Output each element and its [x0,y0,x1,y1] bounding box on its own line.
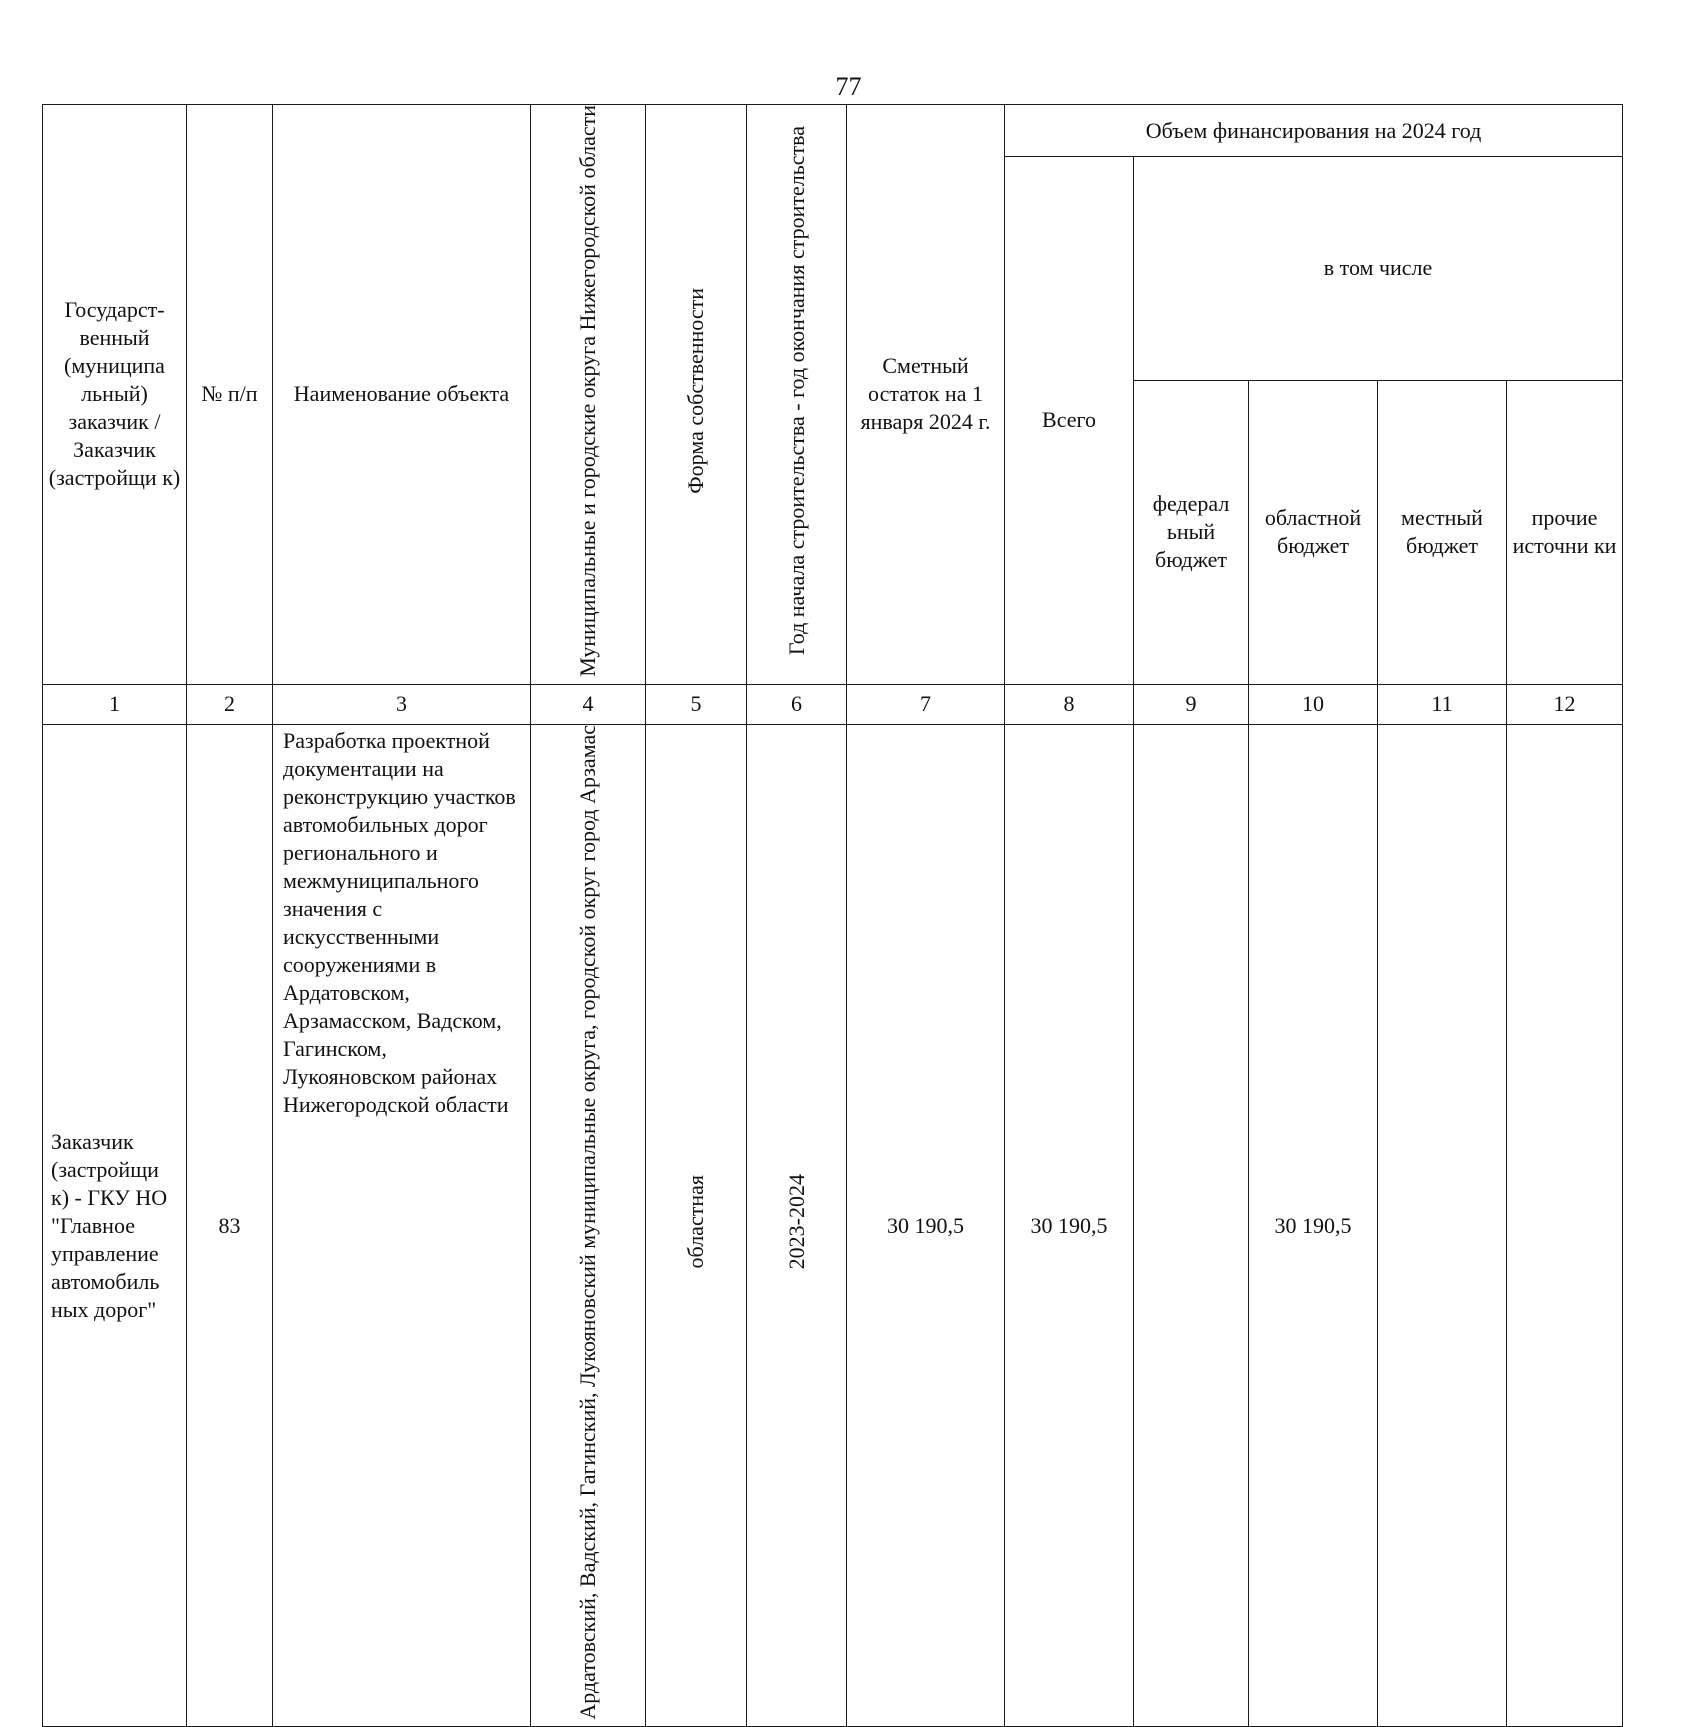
header-ownership-cell [646,105,747,685]
header-including: в том числе [1134,157,1623,381]
row-object-name: Разработка проектной документации на реконструкцию участков автомобильных дорог регионального и межмуниципального значения с искусственными сооружениями в Ардатовском, Арзамасском, Вадском, Гагинском, Лукояновском районах Нижегородской области [273,724,531,1727]
column-number: 2 [187,684,273,724]
header-row-1 [43,105,1623,157]
row-ownership: областная [683,1175,708,1269]
row-ownership-cell [646,724,747,1727]
header-districts-cell [531,105,646,685]
header-districts: Муниципальные и городские округа Нижегородской области [575,105,600,677]
column-number: 4 [531,684,646,724]
header-regional: областной бюджет [1249,380,1378,684]
column-number: 8 [1005,684,1134,724]
row-local [1378,724,1507,1727]
row-estimate: 30 190,5 [847,724,1005,1727]
table-row [43,724,1623,1727]
header-total: Всего [1005,157,1134,685]
header-number: № п/п [187,105,273,685]
column-number: 12 [1507,684,1623,724]
column-number: 1 [43,684,187,724]
row-years-cell [747,724,847,1727]
column-number: 11 [1378,684,1507,724]
page-number: 77 [835,72,862,101]
financing-table [42,104,1623,1727]
row-number: 83 [187,724,273,1727]
header-years: Год начала строительства - год окончания строительства [783,126,809,656]
column-number: 9 [1134,684,1249,724]
header-customer: Государст-венный (муниципа льный) заказчик / Заказчик (застройщи к) [43,105,187,685]
header-estimate: Сметный остаток на 1 января 2024 г. [847,105,1005,685]
header-local: местный бюджет [1378,380,1507,684]
column-numbers-row [43,684,1623,724]
header-federal: федерал ьный бюджет [1134,380,1249,684]
row-other [1507,724,1623,1727]
column-number: 7 [847,684,1005,724]
row-federal [1134,724,1249,1727]
row-districts: Ардатовский, Вадский, Гагинский, Лукояновский муниципальные округа, городской округ город Арзамас [575,724,600,1720]
row-regional: 30 190,5 [1249,724,1378,1727]
row-total: 30 190,5 [1005,724,1134,1727]
column-number: 5 [646,684,747,724]
column-number: 10 [1249,684,1378,724]
header-years-cell [747,105,847,685]
header-object-name: Наименование объекта [273,105,531,685]
header-funding-group: Объем финансирования на 2024 год [1005,105,1623,157]
column-number: 3 [273,684,531,724]
row-districts-cell [531,724,646,1727]
row-years: 2023-2024 [783,1174,809,1270]
header-other: прочие источни ки [1507,380,1623,684]
row-customer: Заказчик (застройщи к) - ГКУ НО "Главное управление автомобиль ных дорог" [43,724,187,1727]
column-number: 6 [747,684,847,724]
header-ownership: Форма собственности [683,287,708,494]
